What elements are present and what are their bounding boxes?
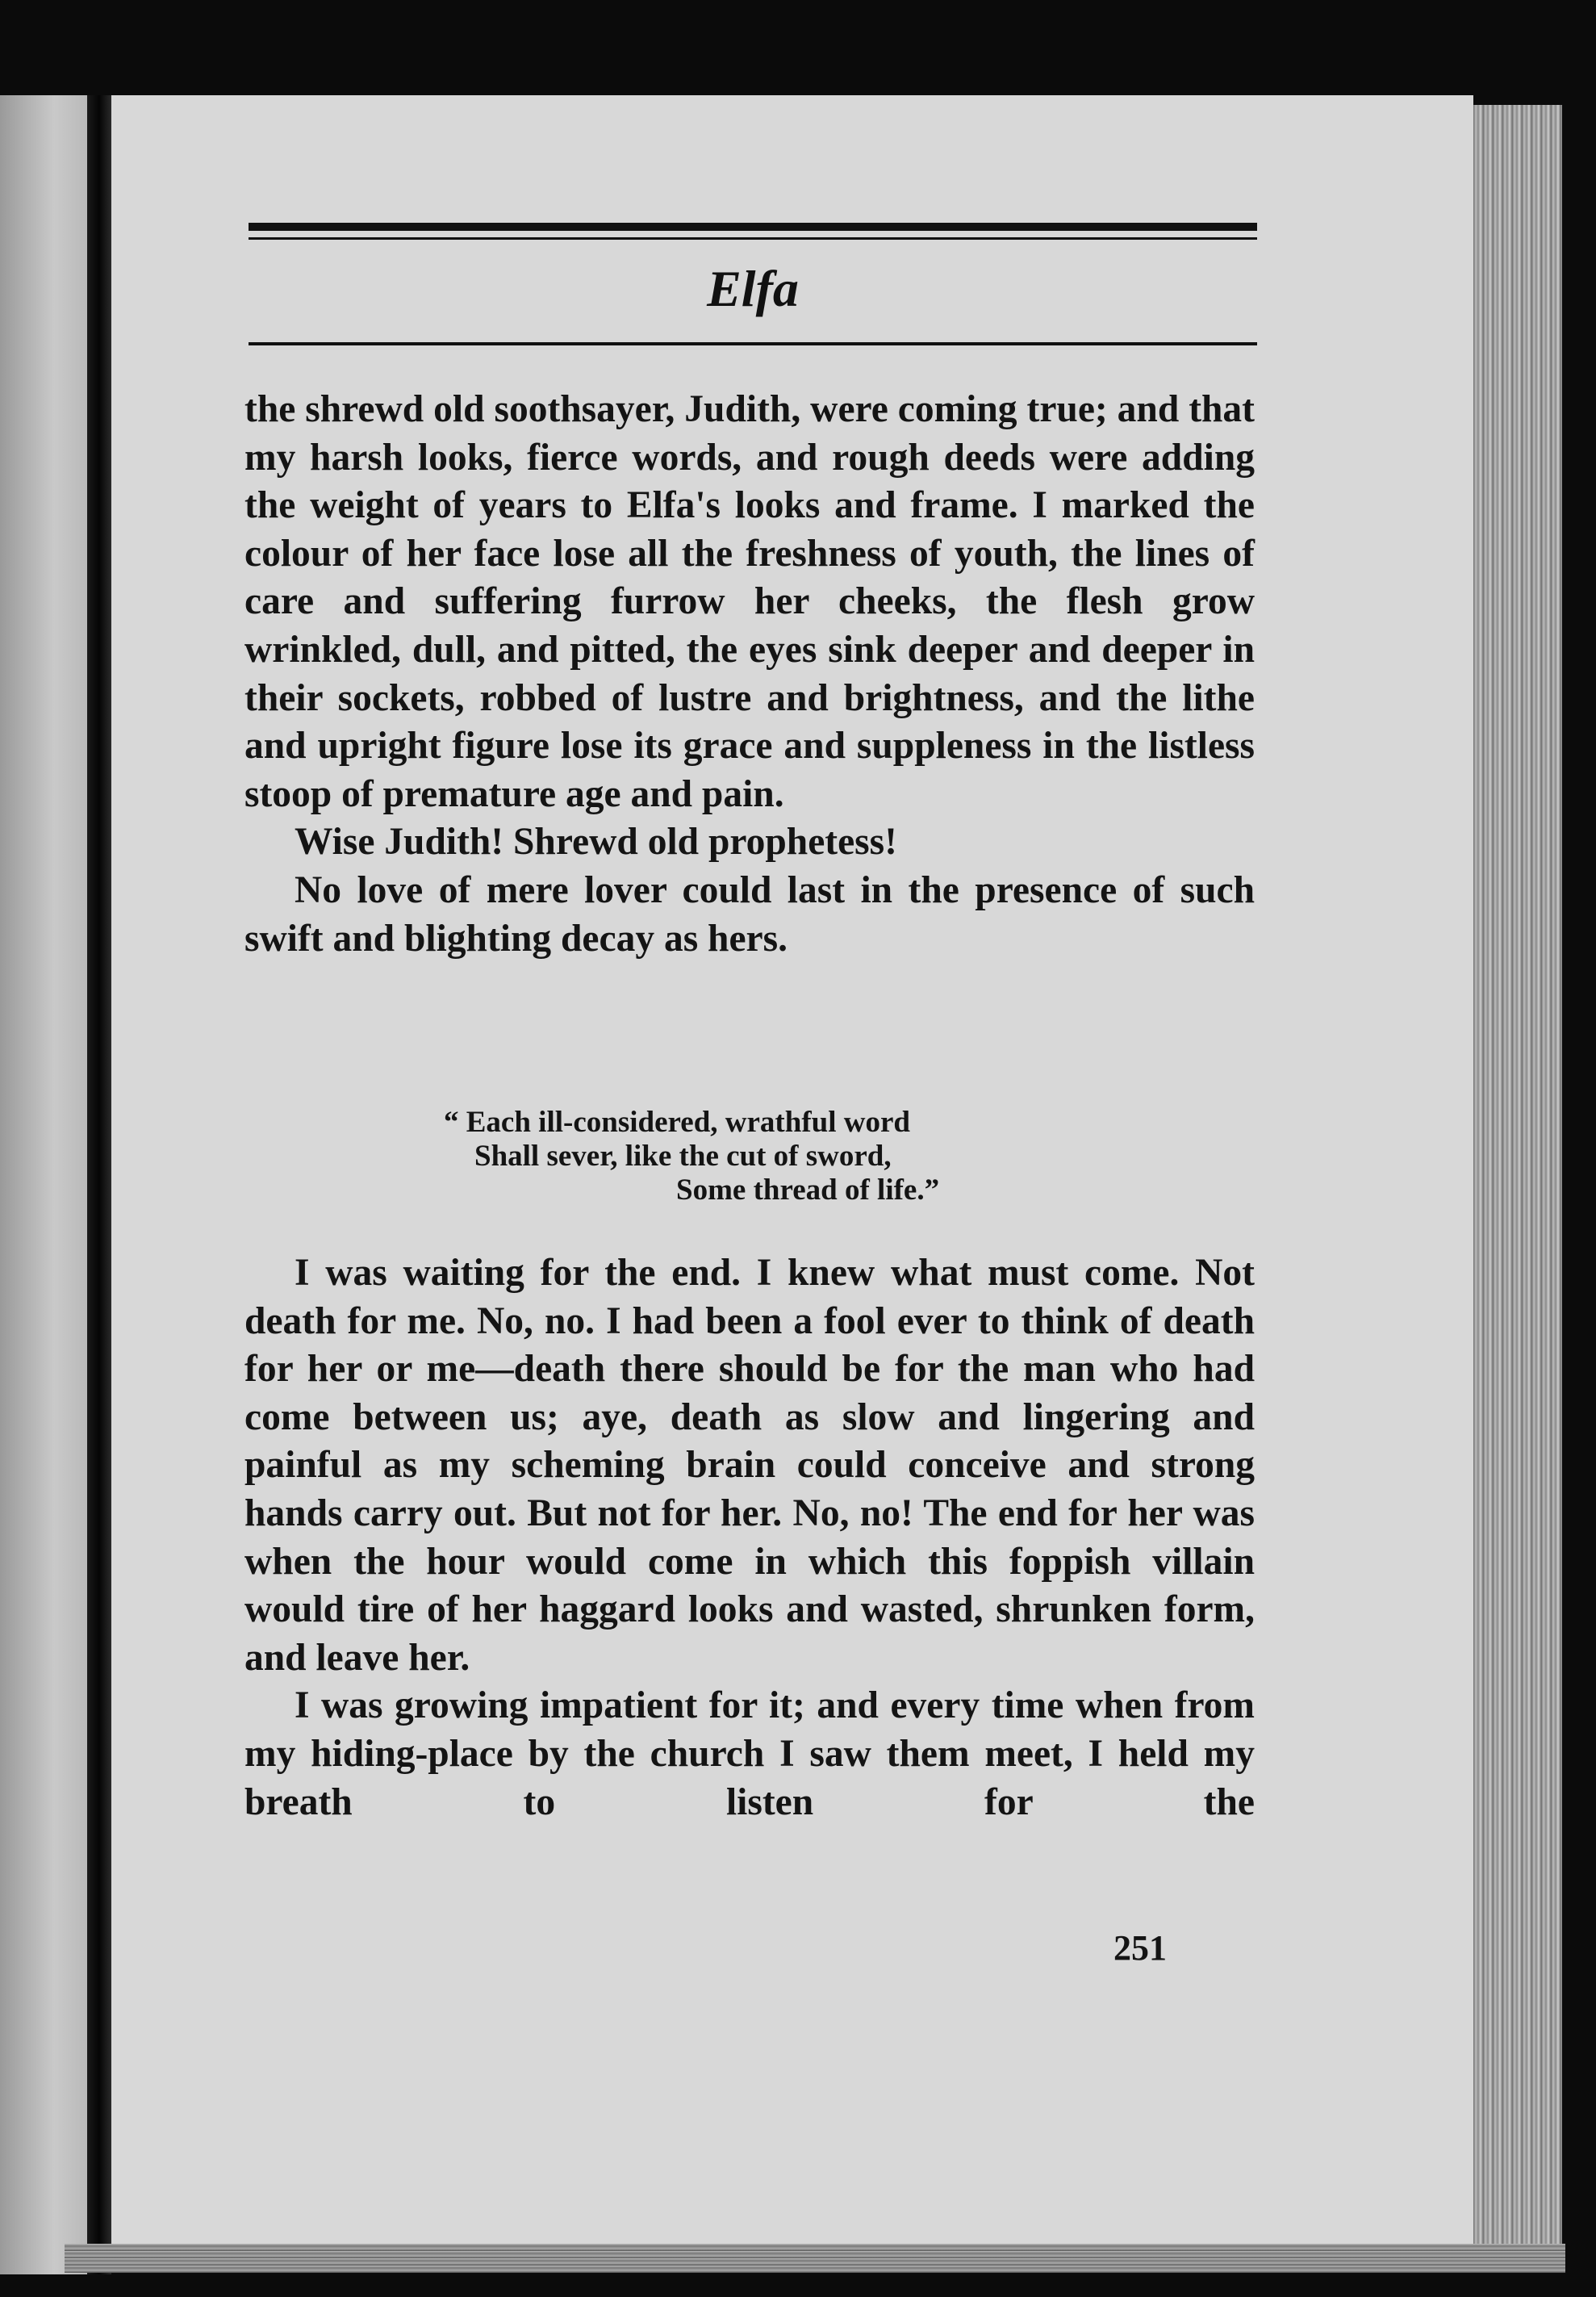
header-rule-thin [249,237,1257,240]
book-gutter [87,95,111,2274]
page-number: 251 [1113,1928,1167,1968]
paragraph: No love of mere lover could last in the presence of such swift and blighting decay as hers. [244,868,1255,960]
page-bottom-edge [65,2244,1565,2273]
body-text-top [244,386,1255,963]
page-stack-edge [1473,105,1562,2268]
header-rule-under [249,342,1257,345]
left-page-edge [0,95,90,2274]
paragraph: I was waiting for the end. I knew what must come. Not death for me. No, no. I had been a fool ever to think of death for her or me—death there should be for the man who had come between us; aye, death as slow and lingering and painful as my scheming brain could conceive and strong hands carry out. But not for her. No, no! The end for her was when the hour would come in which this foppish villain would tire of her haggard looks and wasted, shrunken form, and leave her. [244,1252,1255,1679]
paragraph: the shrewd old soothsayer, Judith, were coming true; and that my harsh looks, fierce words, and rough deeds were adding the weight of years to Elfa's looks and frame. I marked the colour of her face lose all the freshness of youth, the lines of care and suffering furrow her cheeks, the flesh grow wrinkled, dull, and pitted, the eyes sink deeper and deeper in their sockets, robbed of lustre and brightness, and the lithe and upright figure lose its grace and suppleness in the listless stoop of premature age and pain. [244,388,1255,815]
running-head: Elfa [707,260,799,317]
verse-line: Some thread of life.” [676,1174,940,1207]
verse-line: “ Each ill-considered, wrathful word [444,1106,910,1139]
body-text-bottom [244,1249,1255,1826]
verse-line: Shall sever, like the cut of sword, [474,1140,892,1173]
paragraph: Wise Judith! Shrewd old prophetess! [295,821,897,864]
paragraph: I was growing impatient for it; and every time when from my hiding-place by the church I saw them meet, I held my breath to listen for the [244,1684,1255,1823]
header-rule-thick [249,223,1257,231]
verse-quote [444,1106,1041,1207]
